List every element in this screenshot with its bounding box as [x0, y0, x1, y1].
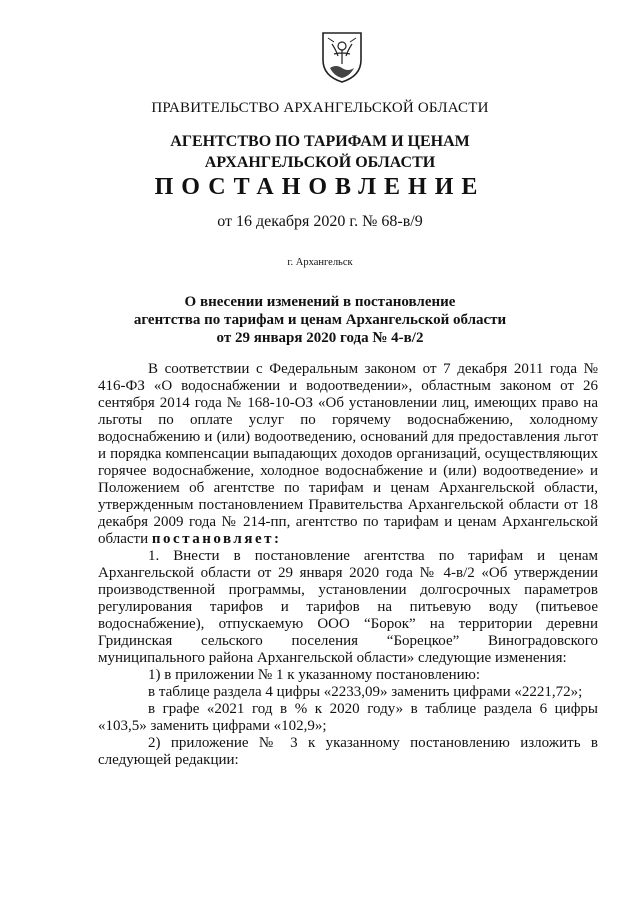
- document-body: [98, 361, 598, 769]
- document-type-title: ПОСТАНОВЛЕНИЕ: [154, 174, 486, 200]
- item-1-2-paragraph: 2) приложение № 3 к указанному постановлению изложить в следующей редакции:: [98, 735, 598, 768]
- agency-name-line-1: АГЕНТСТВО ПО ТАРИФАМ И ЦЕНАМ: [170, 133, 470, 150]
- item-1-1b-paragraph: в графе «2021 год в % к 2020 году» в таблице раздела 6 цифры «103,5» заменить цифрами «102,9»;: [98, 701, 598, 734]
- subject-line-1: О внесении изменений в постановление: [184, 294, 456, 310]
- decree-word: постановляет:: [151, 531, 282, 547]
- agency-name: [0, 131, 640, 173]
- agency-name-line-2: АРХАНГЕЛЬСКОЙ ОБЛАСТИ: [204, 154, 436, 171]
- government-name: ПРАВИТЕЛЬСТВО АРХАНГЕЛЬСКОЙ ОБЛАСТИ: [151, 100, 489, 116]
- coat-of-arms-icon: [320, 30, 364, 84]
- item-1-1a-paragraph: в таблице раздела 4 цифры «2233,09» заменить цифрами «2221,72»;: [148, 684, 583, 700]
- preamble-paragraph: [98, 361, 598, 548]
- item-1-1-paragraph: 1) в приложении № 1 к указанному постановлению:: [148, 667, 480, 683]
- subject-line-3: от 29 января 2020 года № 4-в/2: [216, 330, 424, 346]
- subject-line-2: агентства по тарифам и ценам Архангельской области: [133, 312, 507, 328]
- preamble-text: В соответствии с Федеральным законом от 7 декабря 2011 года № 416-ФЗ «О водоснабжении и водоотведении», областным законом от 26 сентября 2014 года № 168-10-ОЗ «Об установлении лиц, имеющих право на льготы по оплате услуг по горячему водоснабжению, холодному водоснабжению и (или) водоотведению, оснований для предоставления льгот и порядка компенсации выпадающих доходов организаций, осуществляющих горячее водоснабжение, холодное водоснабжение и (или) водоотведение» и Положением об агентстве по тарифам и ценам Архангельской области, утвержденным постановлением Правительства Архангельской области от 18 декабря 2009 года № 214-пп, агентство по тарифам и ценам Архангельской области: [98, 361, 598, 547]
- document-date-number: от 16 декабря 2020 г. № 68-в/9: [217, 213, 423, 230]
- document-city: г. Архангельск: [287, 257, 353, 268]
- document-subject: [0, 293, 640, 347]
- item-1-paragraph: 1. Внести в постановление агентства по тарифам и ценам Архангельской области от 29 января 2020 года № 4-в/2 «Об утверждении производственной программы, установлении долгосрочных параметров регулирования тарифов и тарифов на питьевую воду (питьевое водоснабжение), отпускаемую ООО “Борок” на территории деревни Гридинская сельского поселения “Борецкое” Виноградовского муниципального района Архангельской области» следующие изменения:: [98, 548, 598, 666]
